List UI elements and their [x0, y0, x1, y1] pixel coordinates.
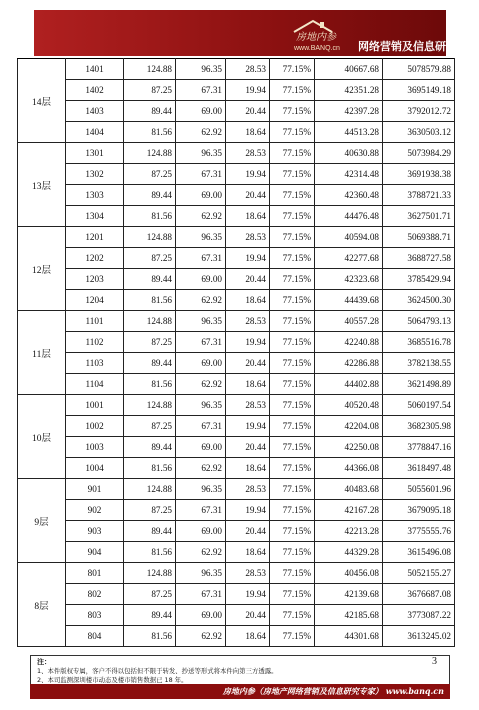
- total-price-cell: 3785429.94: [383, 269, 455, 290]
- table-row: [18, 269, 455, 290]
- building-area-cell: 89.44: [124, 605, 176, 626]
- floor-label: 11层: [18, 311, 66, 395]
- efficiency-rate-cell: 77.15%: [270, 206, 315, 227]
- room-number-cell: 1202: [66, 248, 124, 269]
- table-row: [18, 374, 455, 395]
- total-price-cell: 5078579.88: [383, 59, 455, 80]
- efficiency-rate-cell: 77.15%: [270, 500, 315, 521]
- building-area-cell: 81.56: [124, 374, 176, 395]
- total-price-cell: 3621498.89: [383, 374, 455, 395]
- notes-label: 注：: [37, 658, 51, 666]
- efficiency-rate-cell: 77.15%: [270, 374, 315, 395]
- table-row: [18, 500, 455, 521]
- table-row: [18, 563, 455, 584]
- room-number-cell: 1201: [66, 227, 124, 248]
- total-price-cell: 5073984.29: [383, 143, 455, 164]
- table-row: [18, 290, 455, 311]
- shared-area-cell: 18.64: [226, 290, 270, 311]
- price-table-container: [17, 58, 455, 647]
- shared-area-cell: 19.94: [226, 80, 270, 101]
- total-price-cell: 3618497.48: [383, 458, 455, 479]
- total-price-cell: 3788721.33: [383, 185, 455, 206]
- room-number-cell: 803: [66, 605, 124, 626]
- room-number-cell: 902: [66, 500, 124, 521]
- shared-area-cell: 19.94: [226, 248, 270, 269]
- building-area-cell: 87.25: [124, 584, 176, 605]
- total-price-cell: 5055601.96: [383, 479, 455, 500]
- room-number-cell: 1101: [66, 311, 124, 332]
- unit-price-cell: 42213.28: [315, 521, 383, 542]
- shared-area-cell: 20.44: [226, 185, 270, 206]
- unit-price-cell: 42314.48: [315, 164, 383, 185]
- room-number-cell: 1401: [66, 59, 124, 80]
- table-row: [18, 80, 455, 101]
- room-number-cell: 801: [66, 563, 124, 584]
- efficiency-rate-cell: 77.15%: [270, 248, 315, 269]
- total-price-cell: 3685516.78: [383, 332, 455, 353]
- unit-price-cell: 40483.68: [315, 479, 383, 500]
- efficiency-rate-cell: 77.15%: [270, 542, 315, 563]
- inner-area-cell: 67.31: [176, 248, 226, 269]
- building-area-cell: 89.44: [124, 353, 176, 374]
- room-number-cell: 904: [66, 542, 124, 563]
- shared-area-cell: 18.64: [226, 542, 270, 563]
- unit-price-cell: 40456.08: [315, 563, 383, 584]
- inner-area-cell: 69.00: [176, 269, 226, 290]
- unit-price-cell: 44513.28: [315, 122, 383, 143]
- room-number-cell: 1104: [66, 374, 124, 395]
- efficiency-rate-cell: 77.15%: [270, 395, 315, 416]
- inner-area-cell: 62.92: [176, 626, 226, 647]
- shared-area-cell: 19.94: [226, 584, 270, 605]
- note-line-1: 1、本件版权专属，客户不得以包括但不限于转发、抄送等形式将本件向第三方透露。: [37, 667, 278, 675]
- building-area-cell: 81.56: [124, 458, 176, 479]
- table-row: [18, 479, 455, 500]
- unit-price-cell: 42277.68: [315, 248, 383, 269]
- shared-area-cell: 28.53: [226, 563, 270, 584]
- shared-area-cell: 20.44: [226, 353, 270, 374]
- shared-area-cell: 19.94: [226, 332, 270, 353]
- shared-area-cell: 19.94: [226, 416, 270, 437]
- inner-area-cell: 96.35: [176, 227, 226, 248]
- unit-price-cell: 40557.28: [315, 311, 383, 332]
- table-row: [18, 584, 455, 605]
- inner-area-cell: 67.31: [176, 500, 226, 521]
- inner-area-cell: 67.31: [176, 164, 226, 185]
- table-row: [18, 164, 455, 185]
- efficiency-rate-cell: 77.15%: [270, 416, 315, 437]
- efficiency-rate-cell: 77.15%: [270, 185, 315, 206]
- room-number-cell: 1302: [66, 164, 124, 185]
- shared-area-cell: 28.53: [226, 311, 270, 332]
- page-number: 3: [432, 656, 437, 667]
- efficiency-rate-cell: 77.15%: [270, 437, 315, 458]
- inner-area-cell: 69.00: [176, 185, 226, 206]
- room-number-cell: 1203: [66, 269, 124, 290]
- total-price-cell: 3778847.16: [383, 437, 455, 458]
- unit-price-cell: 44402.88: [315, 374, 383, 395]
- unit-price-cell: 40520.48: [315, 395, 383, 416]
- room-number-cell: 1204: [66, 290, 124, 311]
- floor-label: 14层: [18, 59, 66, 143]
- total-price-cell: 3679095.18: [383, 500, 455, 521]
- shared-area-cell: 28.53: [226, 479, 270, 500]
- shared-area-cell: 20.44: [226, 269, 270, 290]
- inner-area-cell: 96.35: [176, 143, 226, 164]
- unit-price-cell: 42139.68: [315, 584, 383, 605]
- efficiency-rate-cell: 77.15%: [270, 458, 315, 479]
- inner-area-cell: 96.35: [176, 311, 226, 332]
- total-price-cell: 5069388.71: [383, 227, 455, 248]
- inner-area-cell: 96.35: [176, 59, 226, 80]
- room-number-cell: 1001: [66, 395, 124, 416]
- floor-label: 13层: [18, 143, 66, 227]
- building-area-cell: 87.25: [124, 332, 176, 353]
- shared-area-cell: 28.53: [226, 395, 270, 416]
- efficiency-rate-cell: 77.15%: [270, 122, 315, 143]
- table-row: [18, 458, 455, 479]
- efficiency-rate-cell: 77.15%: [270, 311, 315, 332]
- table-row: [18, 248, 455, 269]
- total-price-cell: 3615496.08: [383, 542, 455, 563]
- inner-area-cell: 67.31: [176, 332, 226, 353]
- unit-price-cell: 42397.28: [315, 101, 383, 122]
- unit-price-cell: 42167.28: [315, 500, 383, 521]
- unit-price-cell: 44439.68: [315, 290, 383, 311]
- inner-area-cell: 67.31: [176, 416, 226, 437]
- efficiency-rate-cell: 77.15%: [270, 563, 315, 584]
- shared-area-cell: 18.64: [226, 458, 270, 479]
- building-area-cell: 87.25: [124, 248, 176, 269]
- total-price-cell: 3773087.22: [383, 605, 455, 626]
- total-price-cell: 3676687.08: [383, 584, 455, 605]
- room-number-cell: 1004: [66, 458, 124, 479]
- inner-area-cell: 62.92: [176, 206, 226, 227]
- shared-area-cell: 19.94: [226, 164, 270, 185]
- inner-area-cell: 67.31: [176, 584, 226, 605]
- efficiency-rate-cell: 77.15%: [270, 332, 315, 353]
- inner-area-cell: 69.00: [176, 353, 226, 374]
- unit-price-cell: 42185.68: [315, 605, 383, 626]
- note-line-2: 2、本司监测深圳楼市动态及楼市销售数据已 18 年。: [37, 676, 188, 684]
- building-area-cell: 87.25: [124, 500, 176, 521]
- shared-area-cell: 28.53: [226, 227, 270, 248]
- total-price-cell: 3627501.71: [383, 206, 455, 227]
- efficiency-rate-cell: 77.15%: [270, 80, 315, 101]
- table-row: [18, 416, 455, 437]
- building-area-cell: 124.88: [124, 563, 176, 584]
- unit-price-cell: 40667.68: [315, 59, 383, 80]
- efficiency-rate-cell: 77.15%: [270, 290, 315, 311]
- shared-area-cell: 18.64: [226, 374, 270, 395]
- total-price-cell: 5060197.54: [383, 395, 455, 416]
- room-number-cell: 1403: [66, 101, 124, 122]
- building-area-cell: 81.56: [124, 206, 176, 227]
- room-number-cell: 1303: [66, 185, 124, 206]
- unit-price-cell: 42286.88: [315, 353, 383, 374]
- building-area-cell: 87.25: [124, 164, 176, 185]
- room-number-cell: 804: [66, 626, 124, 647]
- price-table-body: [18, 59, 455, 647]
- floor-label: 10层: [18, 395, 66, 479]
- room-number-cell: 901: [66, 479, 124, 500]
- inner-area-cell: 96.35: [176, 395, 226, 416]
- building-area-cell: 81.56: [124, 122, 176, 143]
- room-number-cell: 1301: [66, 143, 124, 164]
- total-price-cell: 3613245.02: [383, 626, 455, 647]
- building-area-cell: 81.56: [124, 542, 176, 563]
- shared-area-cell: 20.44: [226, 521, 270, 542]
- room-number-cell: 1404: [66, 122, 124, 143]
- building-area-cell: 81.56: [124, 290, 176, 311]
- building-area-cell: 124.88: [124, 59, 176, 80]
- inner-area-cell: 62.92: [176, 542, 226, 563]
- floor-label: 9层: [18, 479, 66, 563]
- inner-area-cell: 62.92: [176, 122, 226, 143]
- building-area-cell: 89.44: [124, 437, 176, 458]
- floor-label: 8层: [18, 563, 66, 647]
- shared-area-cell: 20.44: [226, 101, 270, 122]
- shared-area-cell: 28.53: [226, 59, 270, 80]
- room-number-cell: 802: [66, 584, 124, 605]
- table-row: [18, 59, 455, 80]
- total-price-cell: 3624500.30: [383, 290, 455, 311]
- unit-price-cell: 40594.08: [315, 227, 383, 248]
- table-row: [18, 626, 455, 647]
- efficiency-rate-cell: 77.15%: [270, 227, 315, 248]
- table-row: [18, 395, 455, 416]
- unit-price-cell: 44301.68: [315, 626, 383, 647]
- total-price-cell: 3782138.55: [383, 353, 455, 374]
- building-area-cell: 124.88: [124, 395, 176, 416]
- banner-title: 网络营销及信息研究专家: [358, 40, 479, 53]
- building-area-cell: 124.88: [124, 311, 176, 332]
- building-area-cell: 89.44: [124, 269, 176, 290]
- inner-area-cell: 62.92: [176, 458, 226, 479]
- unit-price-cell: 42323.68: [315, 269, 383, 290]
- building-area-cell: 89.44: [124, 101, 176, 122]
- price-table: [17, 58, 455, 647]
- building-area-cell: 124.88: [124, 479, 176, 500]
- floor-label: 12层: [18, 227, 66, 311]
- efficiency-rate-cell: 77.15%: [270, 59, 315, 80]
- header-banner: [34, 10, 479, 56]
- room-number-cell: 1102: [66, 332, 124, 353]
- total-price-cell: 3775555.76: [383, 521, 455, 542]
- shared-area-cell: 18.64: [226, 122, 270, 143]
- room-number-cell: 1304: [66, 206, 124, 227]
- table-row: [18, 227, 455, 248]
- inner-area-cell: 69.00: [176, 521, 226, 542]
- efficiency-rate-cell: 77.15%: [270, 101, 315, 122]
- efficiency-rate-cell: 77.15%: [270, 479, 315, 500]
- efficiency-rate-cell: 77.15%: [270, 353, 315, 374]
- table-row: [18, 332, 455, 353]
- total-price-cell: 3682305.98: [383, 416, 455, 437]
- brand-url: www.BANQ.cn: [294, 45, 340, 52]
- unit-price-cell: 42204.08: [315, 416, 383, 437]
- total-price-cell: 3695149.18: [383, 80, 455, 101]
- efficiency-rate-cell: 77.15%: [270, 269, 315, 290]
- room-number-cell: 1103: [66, 353, 124, 374]
- inner-area-cell: 67.31: [176, 80, 226, 101]
- shared-area-cell: 28.53: [226, 143, 270, 164]
- building-area-cell: 124.88: [124, 227, 176, 248]
- unit-price-cell: 44329.28: [315, 542, 383, 563]
- unit-price-cell: 42360.48: [315, 185, 383, 206]
- table-row: [18, 122, 455, 143]
- room-number-cell: 1003: [66, 437, 124, 458]
- total-price-cell: 5052155.27: [383, 563, 455, 584]
- brand-name: 房地内参: [296, 32, 336, 43]
- shared-area-cell: 20.44: [226, 605, 270, 626]
- total-price-cell: 3688727.58: [383, 248, 455, 269]
- table-row: [18, 542, 455, 563]
- unit-price-cell: 42351.28: [315, 80, 383, 101]
- building-area-cell: 89.44: [124, 185, 176, 206]
- unit-price-cell: 42240.88: [315, 332, 383, 353]
- unit-price-cell: 40630.88: [315, 143, 383, 164]
- inner-area-cell: 69.00: [176, 101, 226, 122]
- shared-area-cell: 18.64: [226, 626, 270, 647]
- table-row: [18, 143, 455, 164]
- building-area-cell: 87.25: [124, 416, 176, 437]
- inner-area-cell: 69.00: [176, 437, 226, 458]
- building-area-cell: 124.88: [124, 143, 176, 164]
- table-row: [18, 605, 455, 626]
- total-price-cell: 3691938.38: [383, 164, 455, 185]
- inner-area-cell: 62.92: [176, 290, 226, 311]
- footer-bar: 房地内参（房地产网络营销及信息研究专家） www.banq.cn: [30, 684, 450, 699]
- table-row: [18, 185, 455, 206]
- total-price-cell: 5064793.13: [383, 311, 455, 332]
- shared-area-cell: 20.44: [226, 437, 270, 458]
- efficiency-rate-cell: 77.15%: [270, 605, 315, 626]
- total-price-cell: 3630503.12: [383, 122, 455, 143]
- shared-area-cell: 19.94: [226, 500, 270, 521]
- total-price-cell: 3792012.72: [383, 101, 455, 122]
- table-row: [18, 521, 455, 542]
- inner-area-cell: 96.35: [176, 479, 226, 500]
- efficiency-rate-cell: 77.15%: [270, 143, 315, 164]
- building-area-cell: 89.44: [124, 521, 176, 542]
- room-number-cell: 903: [66, 521, 124, 542]
- inner-area-cell: 96.35: [176, 563, 226, 584]
- room-number-cell: 1002: [66, 416, 124, 437]
- inner-area-cell: 62.92: [176, 374, 226, 395]
- unit-price-cell: 42250.08: [315, 437, 383, 458]
- room-number-cell: 1402: [66, 80, 124, 101]
- efficiency-rate-cell: 77.15%: [270, 164, 315, 185]
- table-row: [18, 353, 455, 374]
- efficiency-rate-cell: 77.15%: [270, 521, 315, 542]
- efficiency-rate-cell: 77.15%: [270, 584, 315, 605]
- inner-area-cell: 69.00: [176, 605, 226, 626]
- building-area-cell: 81.56: [124, 626, 176, 647]
- shared-area-cell: 18.64: [226, 206, 270, 227]
- table-row: [18, 101, 455, 122]
- unit-price-cell: 44366.08: [315, 458, 383, 479]
- efficiency-rate-cell: 77.15%: [270, 626, 315, 647]
- unit-price-cell: 44476.48: [315, 206, 383, 227]
- table-row: [18, 206, 455, 227]
- building-area-cell: 87.25: [124, 80, 176, 101]
- table-row: [18, 311, 455, 332]
- table-row: [18, 437, 455, 458]
